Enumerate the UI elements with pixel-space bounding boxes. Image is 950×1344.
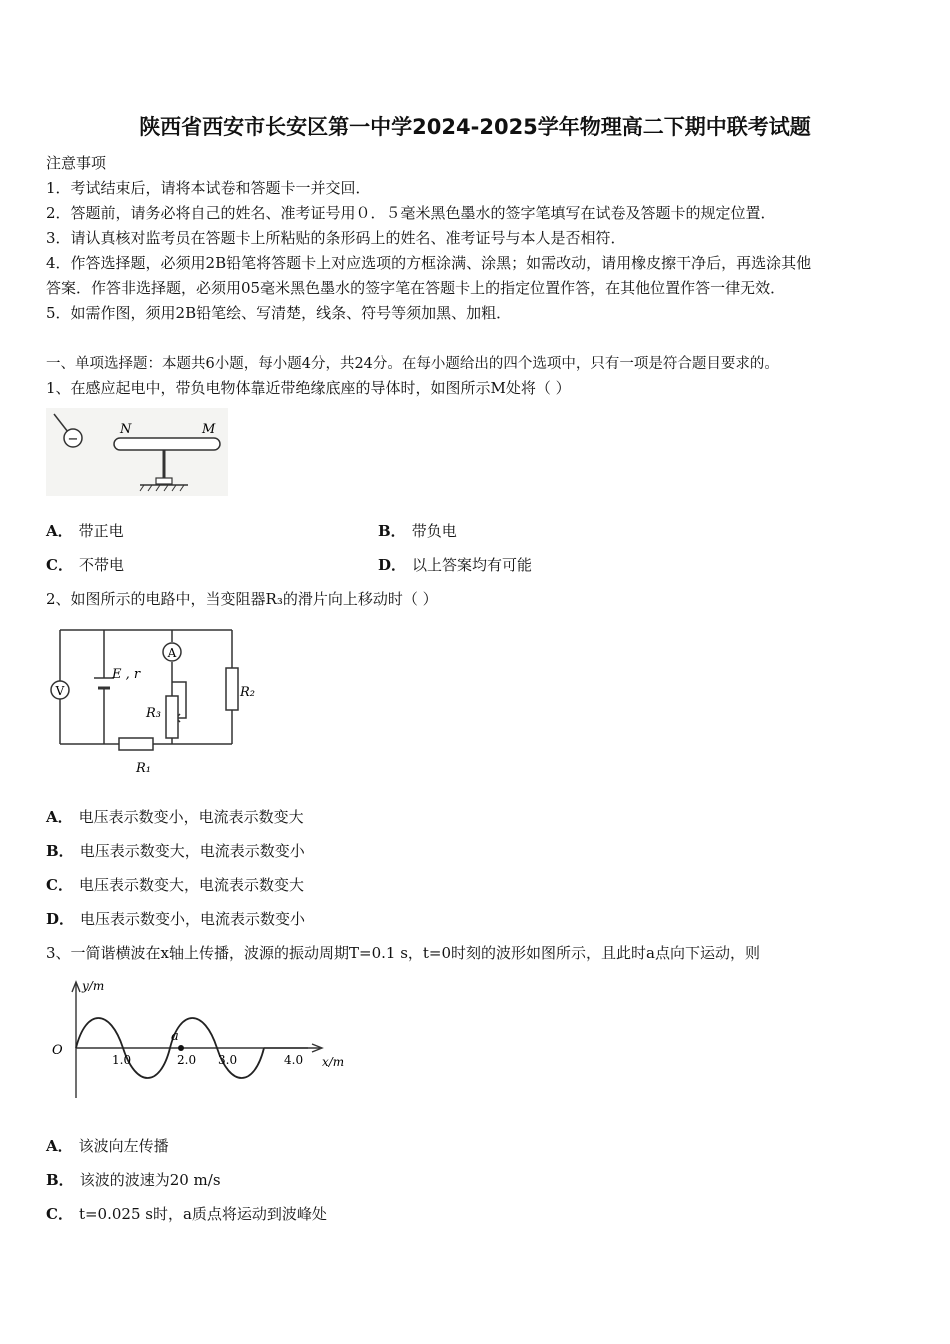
conductor-bar [114, 438, 220, 450]
x-tick-label: 1.0 [112, 1053, 132, 1067]
q2-option-d: D． 电压表示数变小，电流表示数变小 [46, 910, 306, 928]
label-point-a: a [171, 1029, 179, 1044]
label-r3: R₃ [146, 706, 161, 721]
label-m: M [202, 422, 216, 437]
label-r1: R₁ [136, 761, 151, 776]
q2-option-a: A． 电压表示数变小，电流表示数变大 [46, 808, 304, 826]
resistor-r3 [166, 696, 178, 738]
y-axis-label: y/m [82, 979, 105, 993]
voltmeter-label: V [55, 684, 65, 698]
notice-item: 答案．作答非选择题，必须用05毫米黑色墨水的签字笔在答题卡上的指定位置作答，在其他位置作答一律无效． [46, 279, 786, 297]
notice-heading: 注意事项 [46, 154, 107, 172]
q1-figure [46, 408, 228, 496]
q3-option-b: B． 该波的波速为20 m/s [46, 1171, 221, 1189]
q2-circuit-figure [46, 622, 266, 782]
notice-item: 3．请认真核对监考员在答题卡上所粘贴的条形码上的姓名、准考证号与本人是否相符． [46, 229, 626, 247]
q3-wave-figure [46, 974, 356, 1104]
x-tick-label: 3.0 [218, 1053, 238, 1067]
x-tick-label: 4.0 [284, 1053, 304, 1067]
notice-item: 5．如需作图，须用2B铅笔绘、写清楚，线条、符号等须加黑、加粗． [46, 304, 512, 322]
question-2-stem: 2、如图所示的电路中，当变阻器R₃的滑片向上移动时（ ） [46, 590, 438, 608]
question-3-stem: 3、一简谐横波在x轴上传播，波源的振动周期T=0.1 s，t=0时刻的波形如图所示，且此时a点向下运动，则 [46, 944, 760, 962]
q1-option-b: B． 带负电 [378, 522, 457, 540]
label-r2: R₂ [240, 685, 255, 700]
q2-option-b: B． 电压表示数变大，电流表示数变小 [46, 842, 305, 860]
x-tick-label: 2.0 [177, 1053, 197, 1067]
label-origin: O [52, 1043, 63, 1058]
resistor-r1 [119, 738, 153, 750]
label-n: N [120, 422, 132, 437]
q1-option-a: A． 带正电 [46, 522, 124, 540]
q3-option-c: C． t=0.025 s时，a质点将运动到波峰处 [46, 1205, 327, 1223]
notice-item: 4．作答选择题，必须用2B铅笔将答题卡上对应选项的方框涂满、涂黑；如需改动，请用橡皮擦干净后，再选涂其他 [46, 254, 812, 272]
question-1-stem: 1、在感应起电中，带负电物体靠近带绝缘底座的导体时，如图所示M处将（ ） [46, 379, 571, 397]
charge-sign: − [67, 432, 79, 447]
q1-option-d: D． 以上答案均有可能 [378, 556, 533, 574]
q3-option-a: A． 该波向左传播 [46, 1137, 169, 1155]
label-emf: E , r [112, 667, 141, 682]
q1-option-c: C． 不带电 [46, 556, 124, 574]
q2-option-c: C． 电压表示数变大，电流表示数变大 [46, 876, 304, 894]
point-a [178, 1045, 184, 1051]
notice-item: 1．考试结束后，请将本试卷和答题卡一并交回． [46, 179, 371, 197]
resistor-r2 [226, 668, 238, 710]
ammeter-label: A [167, 646, 177, 660]
x-axis-label: x/m [322, 1055, 345, 1069]
section-heading: 一、单项选择题：本题共6小题，每小题4分，共24分。在每小题给出的四个选项中，只有一项是符合题目要求的。 [46, 356, 779, 372]
notice-item: 2．答题前，请务必将自己的姓名、准考证号用０．５毫米黑色墨水的签字笔填写在试卷及答题卡的规定位置． [46, 204, 776, 222]
page-title: 陕西省西安市长安区第一中学2024-2025学年物理高二下期中联考试题 [139, 115, 811, 139]
